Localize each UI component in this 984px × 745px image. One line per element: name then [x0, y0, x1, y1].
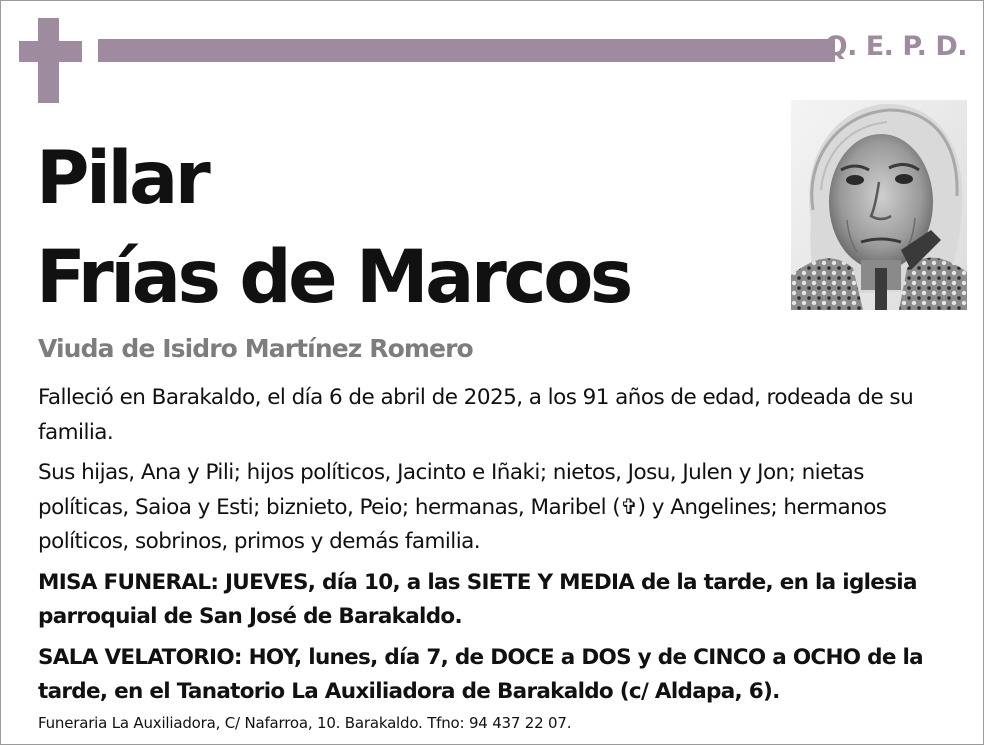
portrait-photo [791, 100, 967, 310]
family-text-part2: ) y Angelines; hermanos políticos, sobrinos, primos y demás familia. [38, 494, 887, 554]
widow-subtitle: Viuda de Isidro Martínez Romero [38, 334, 473, 363]
qepd-badge: Q. E. P. D. [824, 31, 967, 62]
cross-icon [19, 18, 82, 103]
wake-paragraph: SALA VELATORIO: HOY, lunes, día 7, de DOCE a DOS y de CINCO a OCHO de la tarde, en el Tanatorio La Auxiliadora de Barakaldo (c/ Aldapa, 6). [38, 644, 923, 704]
family-text-part1: Sus hijas, Ana y Pili; hijos políticos, Jacinto e Iñaki; nietos, Josu, Julen y Jon; nietas políticas, Saioa y Esti; biznieto, Peio; hermanas, Maribel ( [38, 460, 864, 520]
surnames: Frías de Marcos [36, 235, 630, 320]
first-name: Pilar [36, 136, 208, 221]
family-paragraph [38, 456, 958, 560]
death-paragraph: Falleció en Barakaldo, el día 6 de abril de 2025, a los 91 años de edad, rodeada de su familia. [38, 385, 914, 445]
header-rule [98, 39, 835, 62]
funeral-paragraph: MISA FUNERAL: JUEVES, día 10, a las SIETE Y MEDIA de la tarde, en la iglesia parroquial de San José de Barakaldo. [38, 569, 917, 629]
notice-body [38, 381, 958, 716]
funeral-home-footer: Funeraria La Auxiliadora, C/ Nafarroa, 10. Barakaldo. Tfno: 94 437 22 07. [38, 714, 572, 732]
deceased-name [36, 129, 630, 327]
cross-small-icon: ✞ [620, 494, 638, 520]
